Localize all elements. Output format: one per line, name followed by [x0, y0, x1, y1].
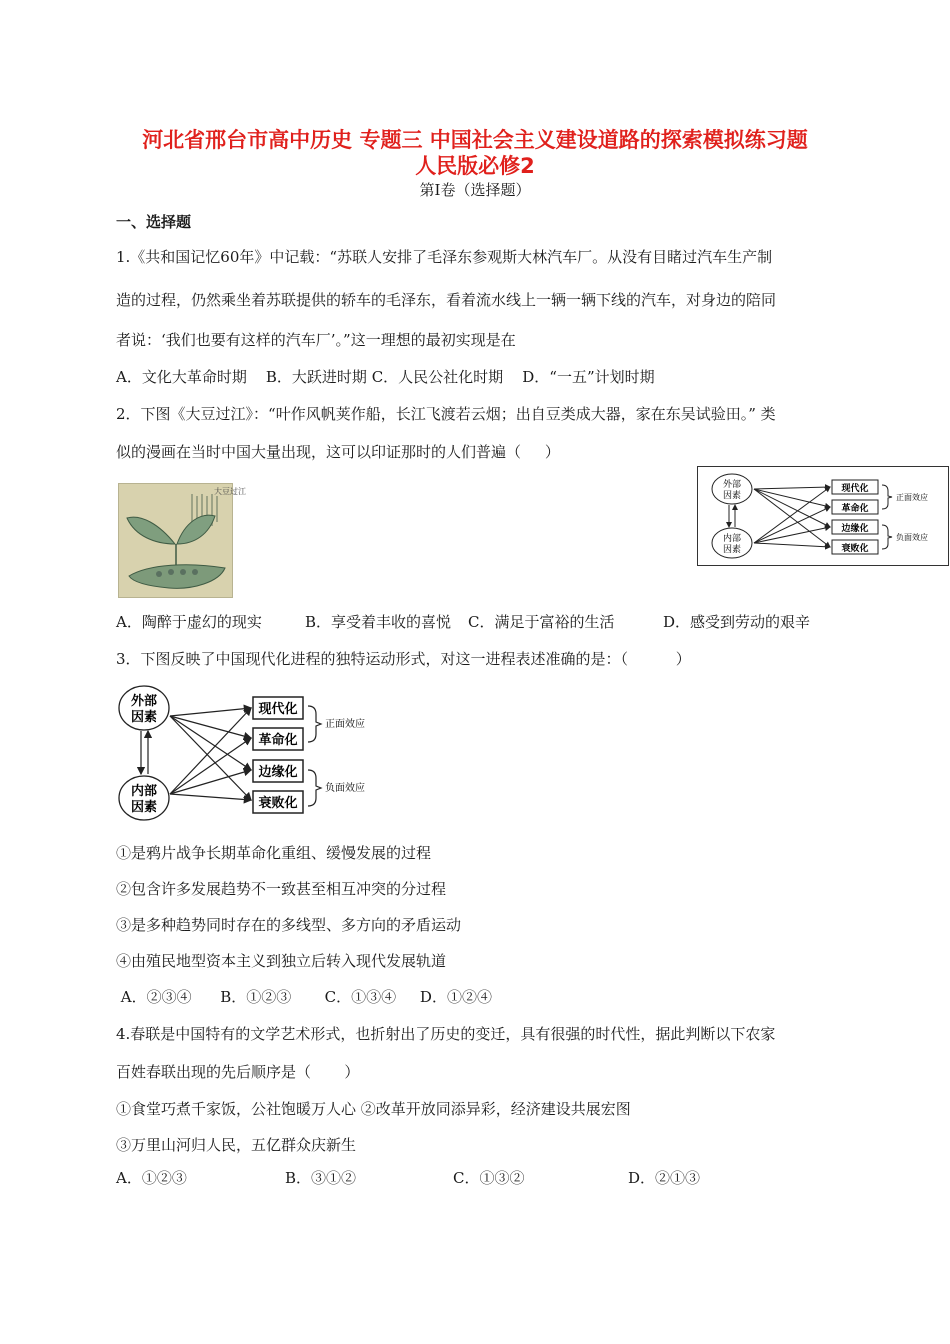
q4-option-c: C．①③② [453, 1169, 525, 1187]
box-revolution: 革命化 [258, 733, 298, 748]
svg-text:因素: 因素 [130, 710, 158, 725]
svg-text:衰败化: 衰败化 [841, 544, 869, 554]
q2-option-d: D．感受到劳动的艰辛 [663, 613, 811, 631]
svg-text:边缘化: 边缘化 [841, 524, 869, 534]
inner-factor-label: 内部 [130, 784, 158, 799]
q4-statement-1-2: ①食堂巧煮千家饭，公社饱暖万人心 ②改革开放同添异彩，经济建设共展宏图 [116, 1100, 631, 1118]
modernization-diagram [116, 682, 378, 822]
box-marginalization: 边缘化 [258, 765, 298, 780]
box-modernization: 现代化 [258, 702, 298, 717]
q4-text-line1: 4.春联是中国特有的文学艺术形式，也折射出了历史的变迁，具有很强的时代性，据此判断以下农家 [116, 1025, 776, 1043]
q2-option-a: A．陶醉于虚幻的现实 [116, 613, 262, 631]
q1-text-line3: 者说：‘我们也要有这样的汽车厂’。”这一理想的最初实现是在 [116, 331, 516, 349]
document-title-line2: 人民版必修2 [415, 154, 535, 178]
q4-statement-3: ③万里山河归人民，五亿群众庆新生 [116, 1136, 357, 1154]
q3-statement-4: ④由殖民地型资本主义到独立后转入现代发展轨道 [116, 952, 447, 970]
q3-statement-1: ①是鸦片战争长期革命化重组、缓慢发展的过程 [116, 844, 432, 862]
svg-text:负面效应: 负面效应 [896, 533, 928, 542]
painting-caption: 大豆过江 [214, 487, 246, 496]
box-decline: 衰败化 [258, 796, 298, 811]
svg-text:因素: 因素 [722, 491, 742, 501]
q4-option-b: B．③①② [285, 1169, 357, 1187]
modernization-diagram-small [697, 466, 949, 566]
q4-option-a: A．①②③ [116, 1169, 187, 1187]
volume-label: 第I卷（选择题） [419, 181, 531, 199]
section-heading: 一、选择题 [116, 213, 192, 231]
svg-text:革命化: 革命化 [841, 504, 869, 514]
svg-text:因素: 因素 [130, 800, 158, 815]
svg-text:因素: 因素 [722, 545, 742, 555]
q4-text-line2: 百姓春联出现的先后顺序是（ ） [116, 1063, 360, 1081]
svg-text:正面效应: 正面效应 [896, 493, 928, 502]
q1-text-line2: 造的过程，仍然乘坐着苏联提供的轿车的毛泽东，看着流水线上一辆一辆下线的汽车，对身边的陪同 [116, 291, 777, 309]
positive-effect-label: 正面效应 [325, 719, 365, 730]
svg-text:内部: 内部 [722, 534, 742, 544]
document-title-line1: 河北省邢台市高中历史 专题三 中国社会主义建设道路的探索模拟练习题 [142, 128, 808, 152]
q2-option-b: B．享受着丰收的喜悦 [305, 613, 452, 631]
q2-text-line1: 2．下图《大豆过江》：“叶作风帆荚作船，长江飞渡若云烟；出自豆类成大器，家在东吴试验田。” 类 [116, 405, 776, 423]
q4-option-d: D．②①③ [628, 1169, 701, 1187]
q3-statement-2: ②包含许多发展趋势不一致甚至相互冲突的分过程 [116, 880, 447, 898]
svg-text:外部: 外部 [722, 480, 742, 490]
soybean-cartoon-image [118, 483, 246, 598]
q1-text-line1: 1.《共和国记忆60年》中记载：“苏联人安排了毛泽东参观斯大林汽车厂。从没有目睹过汽车生产制 [116, 248, 773, 266]
q2-text-line2: 似的漫画在当时中国大量出现，这可以印证那时的人们普遍（ ） [116, 443, 560, 461]
q2-option-c: C．满足于富裕的生活 [468, 613, 615, 631]
q3-statement-3: ③是多种趋势同时存在的多线型、多方向的矛盾运动 [116, 916, 462, 934]
outer-factor-label: 外部 [130, 694, 158, 709]
q3-text-line1: 3．下图反映了中国现代化进程的独特运动形式，对这一进程表述准确的是：（ ） [116, 650, 691, 668]
svg-text:现代化: 现代化 [841, 484, 869, 494]
negative-effect-label: 负面效应 [325, 783, 365, 794]
q3-options: A．②③④ B．①②③ C．①③④ D．①②④ [116, 988, 492, 1006]
q1-options: A．文化大革命时期 B．大跃进时期 C．人民公社化时期 D．“一五”计划时期 [116, 368, 655, 386]
